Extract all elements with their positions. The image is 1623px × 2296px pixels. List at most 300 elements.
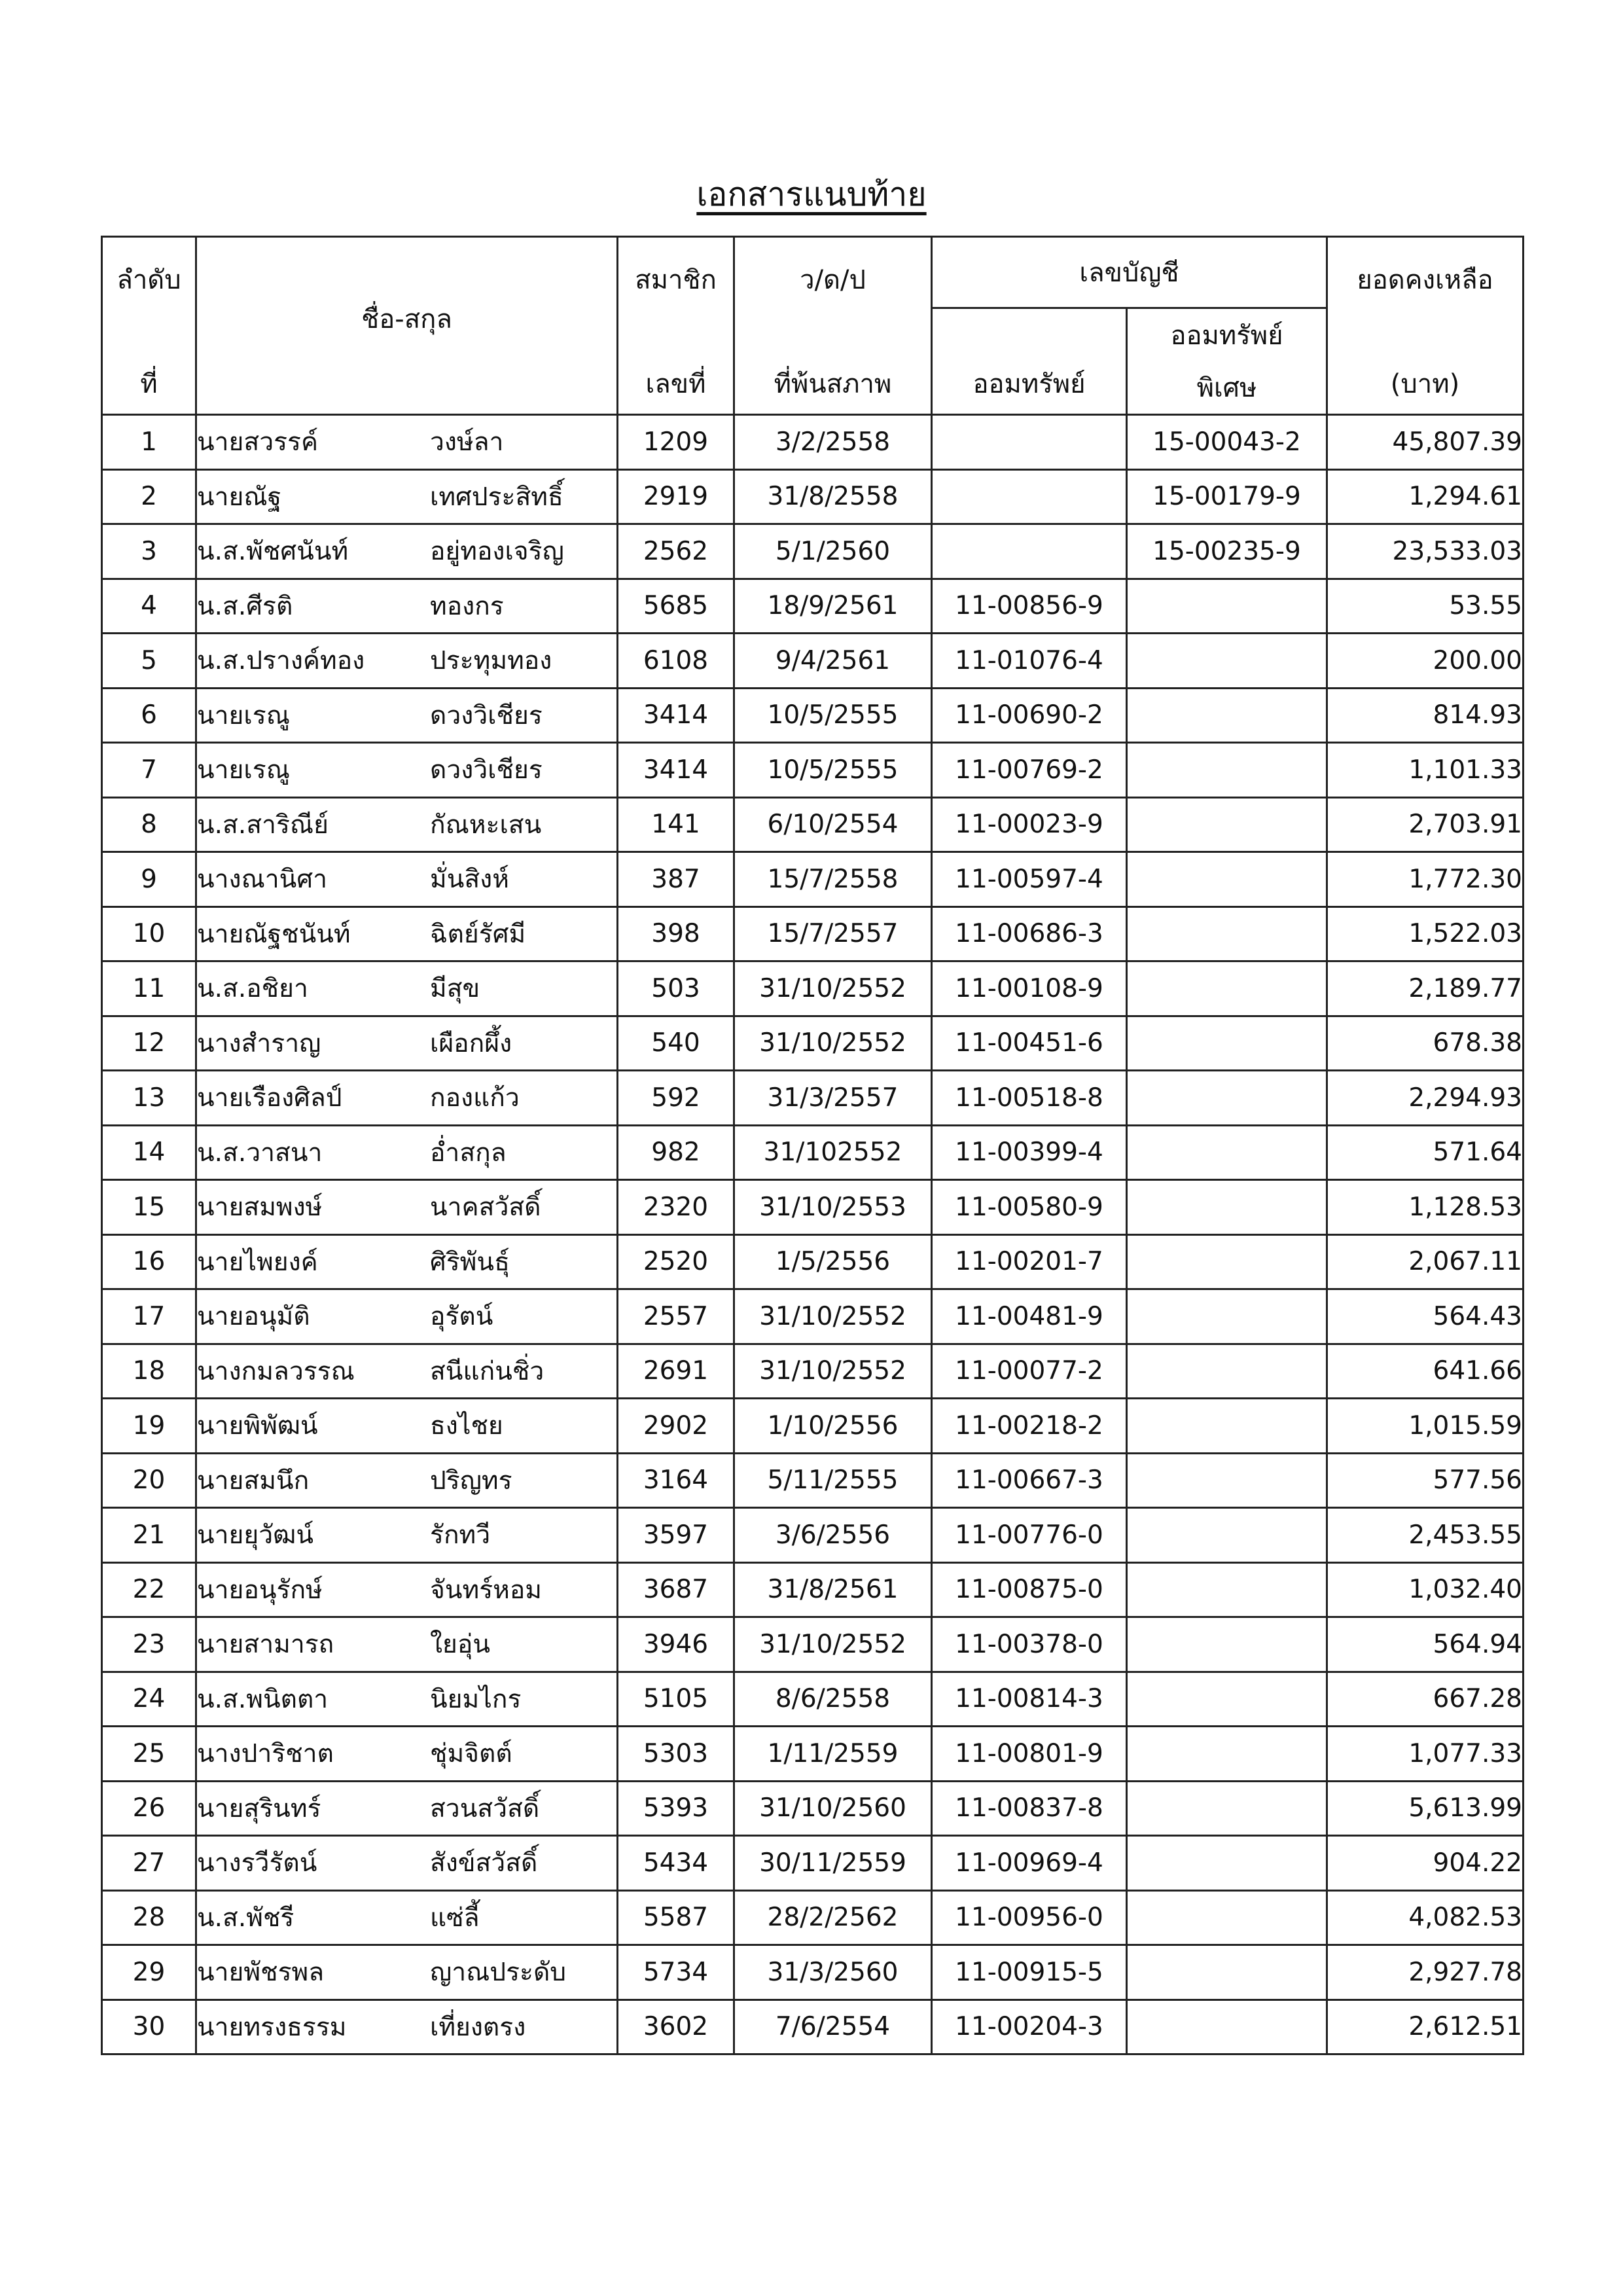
row-number: 28 [102,1890,196,1945]
row-first-name: นายสมพงษ์ [197,1193,323,1223]
row-first-name: น.ส.ปรางค์ทอง [197,646,365,676]
row-last-name: รักทวี [430,1520,491,1551]
row-date: 1/11/2559 [734,1727,932,1782]
row-savings-account: 11-00915-5 [932,1945,1127,2000]
row-special-account [1127,1945,1327,2000]
row-first-name: นายสุรินทร์ [197,1793,321,1823]
row-name [196,415,618,470]
row-special-account [1127,1562,1327,1617]
table-row [102,1453,1524,1508]
table-row [102,1672,1524,1727]
table-row [102,1945,1524,2000]
row-special-account [1127,1453,1327,1508]
row-name [196,1344,618,1399]
row-savings-account: 11-00481-9 [932,1289,1127,1344]
table-row [102,1344,1524,1399]
table-row [102,1836,1524,1891]
header-member-bottom: เลขที่ [645,369,706,399]
table-row [102,1727,1524,1782]
row-special-account [1127,1508,1327,1563]
table-row [102,1071,1524,1126]
row-date: 31/8/2561 [734,1562,932,1617]
row-balance: 1,128.53 [1327,1180,1524,1235]
row-member-no: 982 [618,1125,734,1180]
row-balance: 1,294.61 [1327,469,1524,524]
row-date: 15/7/2557 [734,906,932,961]
table-row [102,579,1524,634]
row-name [196,743,618,798]
row-special-account [1127,1344,1327,1399]
row-savings-account: 11-00690-2 [932,688,1127,743]
document-title: เอกสารแนบท้าย [696,175,927,213]
row-savings-account [932,415,1127,470]
row-savings-account [932,469,1127,524]
balance-table [101,236,1524,2055]
table-body [102,415,1524,2054]
row-number: 15 [102,1180,196,1235]
row-number: 2 [102,469,196,524]
row-date: 28/2/2562 [734,1890,932,1945]
table-row [102,2000,1524,2054]
row-member-no: 398 [618,906,734,961]
header-special-bottom: พิเศษ [1196,373,1257,403]
table-row [102,852,1524,907]
row-name [196,1071,618,1126]
header-balance-top: ยอดคงเหลือ [1357,265,1493,295]
row-number: 7 [102,743,196,798]
row-last-name: มีสุข [430,974,480,1004]
row-special-account: 15-00043-2 [1127,415,1327,470]
row-last-name: ชุ่มจิตต์ [430,1739,512,1769]
row-first-name: น.ส.พนิตตา [197,1684,329,1714]
row-special-account [1127,1399,1327,1454]
row-last-name: นิยมไกร [430,1684,522,1714]
row-savings-account: 11-00108-9 [932,961,1127,1016]
row-name [196,1234,618,1289]
row-last-name: สังข์สวัสดิ์ [430,1848,538,1878]
row-first-name: นางณานิศา [197,865,327,895]
row-last-name: สวนสวัสดิ์ [430,1793,540,1823]
row-number: 4 [102,579,196,634]
table-row [102,1289,1524,1344]
header-order [102,237,196,415]
row-savings-account: 11-00856-9 [932,579,1127,634]
row-name [196,906,618,961]
row-last-name: ธงไชย [430,1411,503,1441]
row-number: 29 [102,1945,196,2000]
row-member-no: 2902 [618,1399,734,1454]
row-member-no: 3414 [618,743,734,798]
row-first-name: นายสามารถ [197,1630,334,1660]
header-date-bottom: ที่พ้นสภาพ [774,369,892,399]
row-first-name: น.ส.ศีรติ [197,591,293,621]
row-number: 23 [102,1617,196,1672]
row-number: 9 [102,852,196,907]
header-savings [932,308,1127,415]
table-row [102,1508,1524,1563]
row-member-no: 3164 [618,1453,734,1508]
header-member-top: สมาชิก [635,265,717,295]
row-balance: 641.66 [1327,1344,1524,1399]
row-date: 31/3/2557 [734,1071,932,1126]
table-row [102,1125,1524,1180]
header-special-top: ออมทรัพย์ [1170,321,1283,351]
row-name [196,852,618,907]
row-member-no: 2919 [618,469,734,524]
header-date-top: ว/ด/ป [800,265,866,295]
row-date: 31/102552 [734,1125,932,1180]
table-row [102,1781,1524,1836]
row-date: 1/5/2556 [734,1234,932,1289]
row-member-no: 5587 [618,1890,734,1945]
row-date: 31/10/2552 [734,1289,932,1344]
row-first-name: นายอนุมัติ [197,1302,310,1332]
row-member-no: 5734 [618,1945,734,2000]
row-date: 7/6/2554 [734,2000,932,2054]
row-name [196,1399,618,1454]
row-savings-account: 11-00969-4 [932,1836,1127,1891]
row-member-no: 387 [618,852,734,907]
table-row [102,524,1524,579]
row-name [196,469,618,524]
row-member-no: 592 [618,1071,734,1126]
row-name [196,1125,618,1180]
row-balance: 1,772.30 [1327,852,1524,907]
row-savings-account: 11-00451-6 [932,1016,1127,1071]
row-special-account [1127,1727,1327,1782]
row-date: 10/5/2555 [734,743,932,798]
row-special-account [1127,852,1327,907]
row-balance: 667.28 [1327,1672,1524,1727]
row-last-name: อ่ำสกุล [430,1138,507,1168]
row-member-no: 2520 [618,1234,734,1289]
table-row [102,1180,1524,1235]
row-balance: 23,533.03 [1327,524,1524,579]
table-row [102,797,1524,852]
row-special-account [1127,906,1327,961]
header-date [734,237,932,415]
row-savings-account: 11-00776-0 [932,1508,1127,1563]
table-row [102,1399,1524,1454]
row-balance: 1,101.33 [1327,743,1524,798]
header-member [618,237,734,415]
row-number: 20 [102,1453,196,1508]
row-last-name: ฉิตย์รัศมี [430,919,526,949]
row-last-name: วงษ์ลา [430,427,504,457]
row-number: 5 [102,634,196,689]
header-savings-label: ออมทรัพย์ [972,369,1086,399]
row-date: 3/6/2556 [734,1508,932,1563]
row-last-name: มั่นสิงห์ [430,865,509,895]
row-name [196,1781,618,1836]
row-first-name: นายณัฐชนันท์ [197,919,351,949]
row-special-account [1127,1781,1327,1836]
header-account [932,237,1327,308]
row-first-name: น.ส.พัชศนันท์ [197,537,349,567]
row-member-no: 141 [618,797,734,852]
table-header [102,237,1524,415]
row-number: 19 [102,1399,196,1454]
row-special-account [1127,1672,1327,1727]
row-savings-account: 11-00378-0 [932,1617,1127,1672]
row-savings-account: 11-00204-3 [932,2000,1127,2054]
row-first-name: นางสำราญ [197,1028,321,1058]
row-savings-account: 11-00597-4 [932,852,1127,907]
row-first-name: นายสมนึก [197,1465,310,1496]
row-number: 16 [102,1234,196,1289]
row-member-no: 2557 [618,1289,734,1344]
row-member-no: 3597 [618,1508,734,1563]
row-balance: 53.55 [1327,579,1524,634]
row-date: 31/10/2560 [734,1781,932,1836]
table-row [102,469,1524,524]
row-savings-account: 11-00875-0 [932,1562,1127,1617]
row-special-account [1127,1234,1327,1289]
row-savings-account: 11-00686-3 [932,906,1127,961]
row-balance: 2,927.78 [1327,1945,1524,2000]
row-first-name: นางกมลวรรณ [197,1356,355,1386]
row-number: 14 [102,1125,196,1180]
row-number: 8 [102,797,196,852]
row-first-name: น.ส.อชิยา [197,974,308,1004]
row-balance: 4,082.53 [1327,1890,1524,1945]
row-name [196,1672,618,1727]
row-number: 6 [102,688,196,743]
header-balance-bottom: (บาท) [1390,369,1460,399]
row-first-name: นายอนุรักษ์ [197,1575,323,1605]
row-member-no: 5685 [618,579,734,634]
row-last-name: กัณหะเสน [430,810,542,840]
header-special-top-cell [1127,308,1327,362]
row-balance: 2,189.77 [1327,961,1524,1016]
table-row [102,1890,1524,1945]
row-special-account [1127,579,1327,634]
row-savings-account: 11-00023-9 [932,797,1127,852]
row-balance: 904.22 [1327,1836,1524,1891]
row-name [196,1453,618,1508]
row-member-no: 3946 [618,1617,734,1672]
row-name [196,1016,618,1071]
row-savings-account: 11-00518-8 [932,1071,1127,1126]
row-member-no: 3602 [618,2000,734,2054]
row-special-account [1127,743,1327,798]
table-row [102,1016,1524,1071]
row-member-no: 540 [618,1016,734,1071]
row-name [196,1508,618,1563]
row-name [196,579,618,634]
row-date: 31/8/2558 [734,469,932,524]
row-savings-account: 11-00201-7 [932,1234,1127,1289]
row-first-name: นายยุวัฒน์ [197,1520,314,1551]
table-row [102,634,1524,689]
row-special-account [1127,1180,1327,1235]
row-first-name: นายสวรรค์ [197,427,319,457]
row-member-no: 3687 [618,1562,734,1617]
row-first-name: น.ส.พัชรี [197,1903,294,1933]
row-special-account [1127,1016,1327,1071]
table-row [102,1562,1524,1617]
row-member-no: 5105 [618,1672,734,1727]
header-order-bottom: ที่ [140,369,158,399]
row-member-no: 5434 [618,1836,734,1891]
row-member-no: 1209 [618,415,734,470]
row-name [196,1562,618,1617]
row-date: 10/5/2555 [734,688,932,743]
row-last-name: เทศประสิทธิ์ [430,482,563,512]
row-date: 8/6/2558 [734,1672,932,1727]
row-member-no: 2562 [618,524,734,579]
row-date: 15/7/2558 [734,852,932,907]
row-date: 5/1/2560 [734,524,932,579]
header-name-label: ชื่อ-สกุล [361,304,452,334]
row-first-name: นางรวีรัตน์ [197,1848,317,1878]
row-last-name: กองแก้ว [430,1083,520,1113]
table-row [102,688,1524,743]
row-date: 3/2/2558 [734,415,932,470]
row-date: 31/10/2552 [734,961,932,1016]
row-date: 31/10/2552 [734,1016,932,1071]
row-balance: 571.64 [1327,1125,1524,1180]
row-number: 30 [102,2000,196,2054]
row-member-no: 2691 [618,1344,734,1399]
row-member-no: 5303 [618,1727,734,1782]
row-special-account [1127,634,1327,689]
row-savings-account: 11-00077-2 [932,1344,1127,1399]
row-last-name: นาคสวัสดิ์ [430,1193,541,1223]
row-special-account [1127,1289,1327,1344]
row-balance: 2,612.51 [1327,2000,1524,2054]
row-balance: 2,703.91 [1327,797,1524,852]
row-number: 24 [102,1672,196,1727]
row-last-name: แซ่ลี้ [430,1903,480,1933]
row-first-name: นางปาริชาต [197,1739,334,1769]
row-balance: 5,613.99 [1327,1781,1524,1836]
row-number: 17 [102,1289,196,1344]
row-number: 1 [102,415,196,470]
row-savings-account: 11-00399-4 [932,1125,1127,1180]
row-number: 21 [102,1508,196,1563]
row-first-name: นายพัชรพล [197,1958,325,1988]
row-first-name: นายไพยงค์ [197,1247,318,1277]
row-name [196,1180,618,1235]
header-name [196,237,618,415]
row-date: 6/10/2554 [734,797,932,852]
row-number: 27 [102,1836,196,1891]
row-special-account: 15-00179-9 [1127,469,1327,524]
row-last-name: อุรัตน์ [430,1302,493,1332]
header-special-bottom-cell [1127,361,1327,415]
row-name [196,1890,618,1945]
row-balance: 200.00 [1327,634,1524,689]
row-last-name: จันทร์หอม [430,1575,543,1605]
row-savings-account: 11-01076-4 [932,634,1127,689]
row-first-name: นายณัฐ [197,482,282,512]
row-last-name: เที่ยงตรง [430,2012,526,2042]
row-special-account [1127,961,1327,1016]
row-balance: 2,453.55 [1327,1508,1524,1563]
row-first-name: นายเรืองศิลป์ [197,1083,342,1113]
row-balance: 45,807.39 [1327,415,1524,470]
row-last-name: สนีแก่นชิ่ว [430,1356,544,1386]
row-special-account [1127,2000,1327,2054]
table-row [102,961,1524,1016]
row-date: 31/10/2552 [734,1617,932,1672]
row-balance: 1,032.40 [1327,1562,1524,1617]
row-first-name: นายเรณู [197,755,290,785]
header-balance [1327,237,1524,415]
row-balance: 577.56 [1327,1453,1524,1508]
row-date: 30/11/2559 [734,1836,932,1891]
table-row [102,415,1524,470]
row-last-name: ใยอุ่น [430,1630,490,1660]
row-special-account [1127,797,1327,852]
row-balance: 1,077.33 [1327,1727,1524,1782]
row-savings-account: 11-00837-8 [932,1781,1127,1836]
row-balance: 564.94 [1327,1617,1524,1672]
row-member-no: 3414 [618,688,734,743]
row-number: 25 [102,1727,196,1782]
row-date: 31/10/2552 [734,1344,932,1399]
row-date: 31/10/2553 [734,1180,932,1235]
row-name [196,2000,618,2054]
row-balance: 678.38 [1327,1016,1524,1071]
row-name [196,961,618,1016]
row-balance: 1,522.03 [1327,906,1524,961]
row-name [196,797,618,852]
row-name [196,1727,618,1782]
row-number: 22 [102,1562,196,1617]
row-balance: 1,015.59 [1327,1399,1524,1454]
row-first-name: น.ส.สาริณีย์ [197,810,329,840]
row-last-name: ญาณประดับ [430,1958,567,1988]
table-row [102,743,1524,798]
row-savings-account: 11-00218-2 [932,1399,1127,1454]
row-balance: 2,294.93 [1327,1071,1524,1126]
row-number: 26 [102,1781,196,1836]
header-account-label: เลขบัญชี [1079,258,1179,288]
row-last-name: เผือกผึ้ง [430,1028,512,1058]
row-savings-account: 11-00956-0 [932,1890,1127,1945]
row-name [196,634,618,689]
row-number: 12 [102,1016,196,1071]
row-special-account [1127,1617,1327,1672]
row-balance: 814.93 [1327,688,1524,743]
row-date: 31/3/2560 [734,1945,932,2000]
row-number: 3 [102,524,196,579]
row-member-no: 2320 [618,1180,734,1235]
row-last-name: ปริญทร [430,1465,512,1496]
row-number: 11 [102,961,196,1016]
row-balance: 2,067.11 [1327,1234,1524,1289]
row-savings-account: 11-00580-9 [932,1180,1127,1235]
row-last-name: ศิริพันธุ์ [430,1247,510,1277]
row-special-account [1127,1125,1327,1180]
header-order-top: ลำดับ [116,265,181,295]
row-special-account [1127,688,1327,743]
row-name [196,1617,618,1672]
row-balance: 564.43 [1327,1289,1524,1344]
row-name [196,1289,618,1344]
row-last-name: ทองกร [430,591,504,621]
row-special-account: 15-00235-9 [1127,524,1327,579]
row-number: 18 [102,1344,196,1399]
row-name [196,688,618,743]
row-savings-account: 11-00801-9 [932,1727,1127,1782]
row-last-name: ดวงวิเชียร [430,755,543,785]
row-savings-account: 11-00769-2 [932,743,1127,798]
row-date: 18/9/2561 [734,579,932,634]
row-special-account [1127,1836,1327,1891]
